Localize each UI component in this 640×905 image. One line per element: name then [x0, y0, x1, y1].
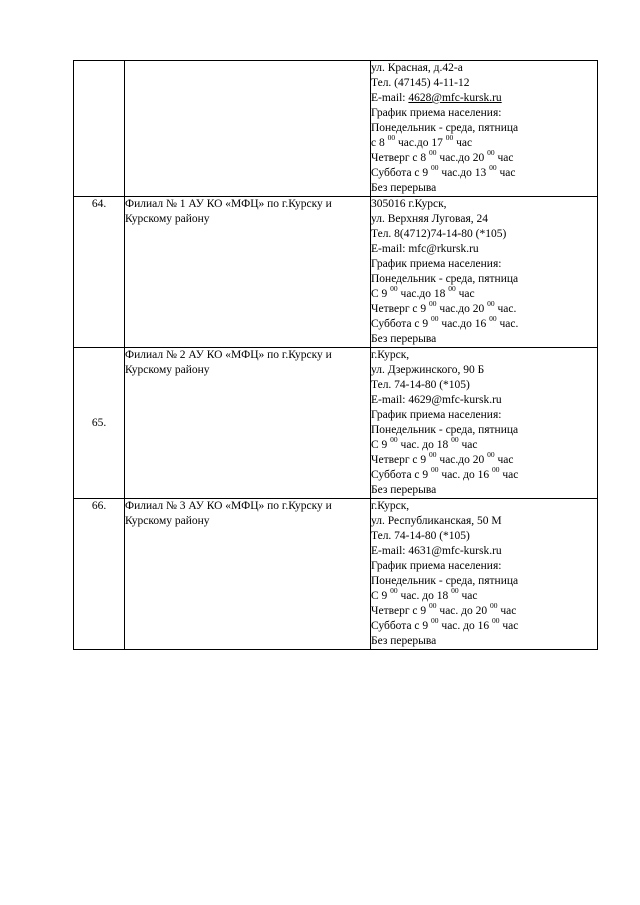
branch-name-cell: Филиал № 3 АУ КО «МФЦ» по г.Курску и Курскому району — [125, 499, 371, 650]
schedule-days: Понедельник - среда, пятница — [371, 575, 519, 587]
address-line: 305016 г.Курск, — [371, 198, 447, 210]
address-line: г.Курск, — [371, 349, 410, 361]
contact-cell — [371, 197, 598, 348]
schedule-hours-thursday: Четверг с 9 $^{00}$ час. до 20 $^{00}$ час — [371, 601, 517, 617]
row-number-cell: 65. — [74, 348, 125, 499]
branch-name-cell: Филиал № 1 АУ КО «МФЦ» по г.Курску и Курскому району — [125, 197, 371, 348]
schedule-break: Без перерыва — [371, 333, 437, 345]
schedule-break: Без перерыва — [371, 484, 437, 496]
schedule-title: График приема населения: — [371, 258, 502, 270]
email-line: E-mail: 4629@mfc-kursk.ru — [371, 394, 502, 406]
schedule-break: Без перерыва — [371, 635, 437, 647]
contact-cell — [371, 499, 598, 650]
schedule-break: Без перерыва — [371, 182, 437, 194]
row-number-cell — [74, 61, 125, 197]
row-number-cell: 64. — [74, 197, 125, 348]
schedule-hours-weekdays: С 9 $^{00}$ час. до 18 $^{00}$ час — [371, 586, 478, 602]
phone-line: Тел. (47145) 4-11-12 — [371, 77, 470, 89]
schedule-hours-weekdays: С 9 $^{00}$ час. до 18 $^{00}$ час — [371, 435, 478, 451]
table-row — [74, 499, 598, 650]
table-row — [74, 197, 598, 348]
email-line: E-mail: mfc@rkursk.ru — [371, 243, 479, 255]
table-row — [74, 61, 598, 197]
phone-line: Тел. 74-14-80 (*105) — [371, 530, 470, 542]
schedule-hours-saturday: Суббота с 9 $^{00}$ час. до 16 $^{00}$ час — [371, 616, 519, 632]
schedule-title: График приема населения: — [371, 560, 502, 572]
address-line: ул. Красная, д.42-а — [371, 62, 463, 74]
email-line — [371, 91, 597, 106]
address-line: г.Курск, — [371, 500, 410, 512]
schedule-hours-saturday: Суббота с 9 $^{00}$ час. до 16 $^{00}$ час — [371, 465, 519, 481]
street-line: ул. Республиканская, 50 М — [371, 515, 502, 527]
branch-name-cell: Филиал № 2 АУ КО «МФЦ» по г.Курску и Курскому району — [125, 348, 371, 499]
branch-table — [73, 60, 598, 650]
table-row — [74, 348, 598, 499]
schedule-hours-weekdays: С 9 $^{00}$ час.до 18 $^{00}$ час — [371, 284, 475, 300]
phone-line: Тел. 8(4712)74-14-80 (*105) — [371, 228, 507, 240]
contact-cell — [371, 348, 598, 499]
contact-cell — [371, 61, 598, 197]
email-line: E-mail: 4631@mfc-kursk.ru — [371, 545, 502, 557]
schedule-days: Понедельник - среда, пятница — [371, 122, 519, 134]
schedule-hours-thursday: Четверг с 8 $^{00}$ час.до 20 $^{00}$ час — [371, 148, 514, 164]
schedule-title: График приема населения: — [371, 409, 502, 421]
schedule-days: Понедельник - среда, пятница — [371, 424, 519, 436]
schedule-days: Понедельник - среда, пятница — [371, 273, 519, 285]
branch-name-cell — [125, 61, 371, 197]
schedule-title: График приема населения: — [371, 107, 502, 119]
phone-line: Тел. 74-14-80 (*105) — [371, 379, 470, 391]
email-label: E-mail: — [371, 92, 409, 104]
schedule-hours-saturday: Суббота с 9 $^{00}$ час.до 13 $^{00}$ час — [371, 163, 516, 179]
schedule-hours-saturday: Суббота с 9 $^{00}$ час.до 16 $^{00}$ час. — [371, 314, 519, 330]
street-line: ул. Верхняя Луговая, 24 — [371, 213, 488, 225]
street-line: ул. Дзержинского, 90 Б — [371, 364, 485, 376]
schedule-hours-thursday: Четверг с 9 $^{00}$ час.до 20 $^{00}$ час. — [371, 299, 517, 315]
row-number-cell: 66. — [74, 499, 125, 650]
schedule-hours-weekdays: с 8 $^{00}$ час.до 17 $^{00}$ час — [371, 133, 473, 149]
schedule-hours-thursday: Четверг с 9 $^{00}$ час.до 20 $^{00}$ час — [371, 450, 514, 466]
email-link[interactable]: 4628@mfc-kursk.ru — [408, 92, 502, 104]
